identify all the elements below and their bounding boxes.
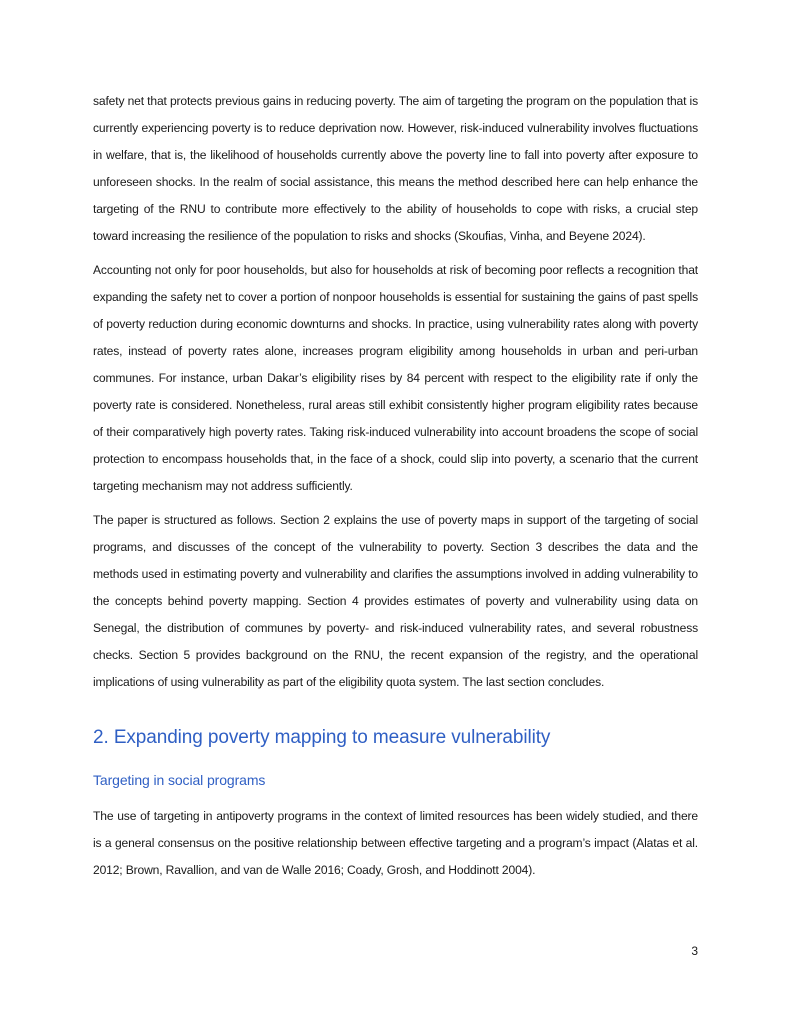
page-body <box>93 88 698 884</box>
subsection-heading: Targeting in social programs <box>93 772 266 788</box>
body-paragraph-vulnerability-eligibility: Accounting not only for poor households, but also for households at risk of becoming poor reflects a recognition that expanding the safety net to cover a portion of nonpoor households is essential for sustaining the gains of past spells of poverty reduction during economic downturns and shocks. In practice, using vulnerability rates along with poverty rates, instead of poverty rates alone, increases program eligibility among households in urban and peri-urban communes. For instance, urban Dakar’s eligibility rises by 84 percent with respect to the eligibility rate if only the poverty rate is considered. Nonetheless, rural areas still exhibit consistently higher program eligibility rates because of their comparatively high poverty rates. Taking risk-induced vulnerability into account broadens the scope of social protection to encompass households that, in the face of a shock, could slip into poverty, a scenario that the current targeting mechanism may not address sufficiently. <box>93 263 698 493</box>
body-paragraph-targeting: The use of targeting in antipoverty programs in the context of limited resources has been widely studied, and there is a general consensus on the positive relationship between effective targeting and a program’s impact (Alatas et al. 2012; Brown, Ravallion, and van de Walle 2016; Coady, Grosh, and Hoddinott 2004). <box>93 809 698 877</box>
body-paragraph-safety-net: safety net that protects previous gains in reducing poverty. The aim of targeting the program on the population that is currently experiencing poverty is to reduce deprivation now. However, risk-induced vulnerability involves fluctuations in welfare, that is, the likelihood of households currently above the poverty line to fall into poverty after exposure to unforeseen shocks. In the realm of social assistance, this means the method described here can help enhance the targeting of the RNU to contribute more effectively to the ability of households to cope with risks, a crucial step toward increasing the resilience of the population to risks and shocks (Skoufias, Vinha, and Beyene 2024). <box>93 94 698 243</box>
body-paragraph-paper-structure: The paper is structured as follows. Section 2 explains the use of poverty maps in support of the targeting of social programs, and discusses of the concept of the vulnerability to poverty. Section 3 describes the data and the methods used in estimating poverty and vulnerability and clarifies the assumptions involved in adding vulnerability to the concepts behind poverty mapping. Section 4 provides estimates of poverty and vulnerability using data on Senegal, the distribution of communes by poverty- and risk-induced vulnerability rates, and several robustness checks. Section 5 provides background on the RNU, the recent expansion of the registry, and the operational implications of using vulnerability as part of the eligibility quota system. The last section concludes. <box>93 513 698 689</box>
page-number: 3 <box>691 944 698 958</box>
section-heading: 2. Expanding poverty mapping to measure vulnerability <box>93 727 551 748</box>
